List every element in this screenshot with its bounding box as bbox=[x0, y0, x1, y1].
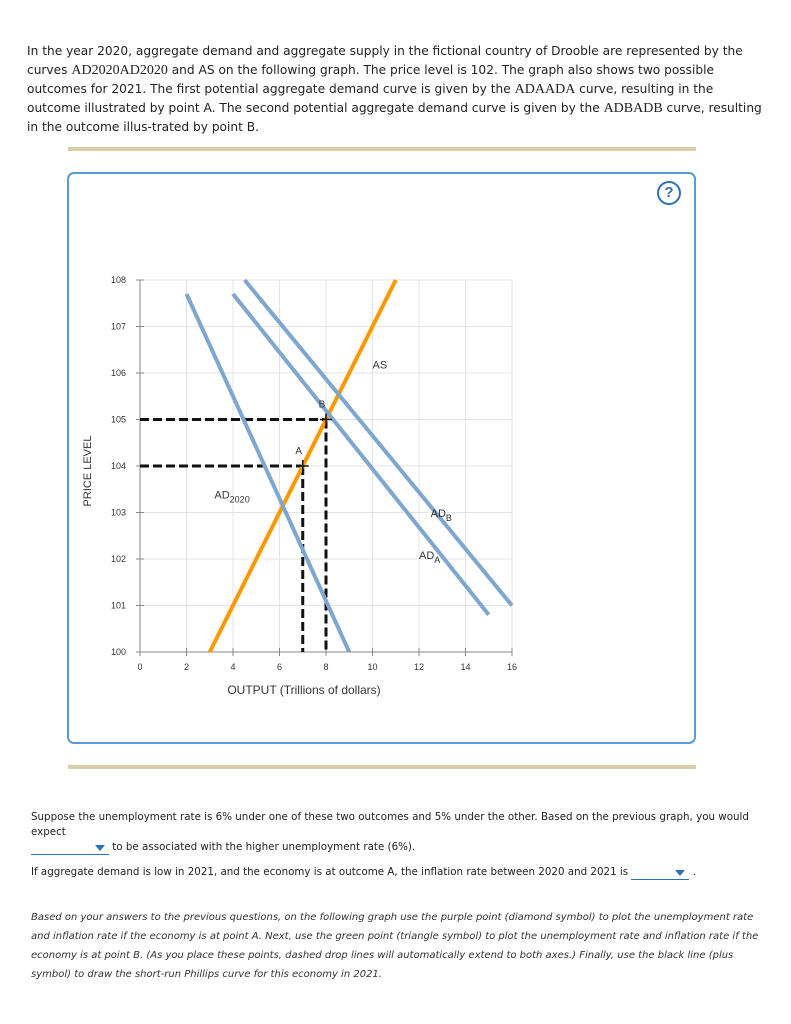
x-tick-label: 12 bbox=[413, 662, 425, 672]
question-2-tail: . bbox=[689, 866, 696, 878]
inflation-dropdown[interactable] bbox=[631, 866, 689, 880]
question-2-text: If aggregate demand is low in 2021, and the economy is at outcome A, the inflation rate between 2020 and 2021 is bbox=[31, 866, 632, 878]
question-1-tail: to be associated with the higher unemployment rate (6%). bbox=[109, 841, 416, 853]
instructions-text: Based on your answers to the previous questions, on the following graph use the purple point (diamond symbol) to plot the unemployment rate and inflation rate if the economy is at point A. Next, use the green point (triangle symbol) to plot the unemployment rate and inflation rate if the economy is at point B. (As you place these points, dashed drop lines will automatically extend to both axes.) Finally, use the black line (plus symbol) to draw the short-run Phillips curve for this economy in 2021. bbox=[31, 912, 759, 980]
x-tick-label: 2 bbox=[183, 662, 190, 672]
outcome-dropdown[interactable] bbox=[31, 841, 109, 855]
intro-part-3: curve, resulting in the outcome illustrated by point A. The second potential aggregate demand curve is given by the bbox=[27, 82, 714, 115]
y-tick-label: 104 bbox=[110, 461, 126, 471]
x-tick-label: 8 bbox=[323, 662, 329, 672]
y-tick-label: 103 bbox=[110, 507, 126, 518]
chevron-down-icon bbox=[95, 845, 105, 851]
question-1-text: Suppose the unemployment rate is 6% under one of these two outcomes and 5% under the other. Based on the previous graph, you would expect bbox=[31, 811, 749, 838]
intro-adaada: ADAADA bbox=[514, 82, 576, 97]
question-1 bbox=[31, 810, 761, 855]
series-label-adb: $AD_B$ bbox=[430, 508, 452, 524]
y-tick-label: 105 bbox=[110, 414, 126, 425]
x-axis-title: OUTPUT (Trillions of dollars) bbox=[227, 683, 381, 697]
series-label-as: AS bbox=[372, 359, 388, 372]
series-label-ad2020: $AD_{2020}$ bbox=[214, 489, 250, 505]
x-tick-label: 0 bbox=[137, 662, 143, 672]
intro-adbadb: ADBADB bbox=[603, 101, 663, 116]
y-axis-title: PRICE LEVEL bbox=[82, 435, 94, 507]
x-tick-label: 4 bbox=[230, 662, 236, 672]
intro-part-2: and AS on the following graph. The price level is 102. The graph also shows two possible outcomes for 2021. The first potential aggregate demand curve is given by the bbox=[27, 63, 715, 96]
x-tick-label: 6 bbox=[276, 662, 283, 672]
help-icon[interactable]: ? bbox=[657, 181, 681, 205]
point-label-a: A bbox=[295, 446, 303, 457]
series-line-ada bbox=[233, 294, 489, 615]
y-tick-label: 102 bbox=[110, 554, 126, 564]
point-label-b: B bbox=[318, 399, 326, 411]
y-tick-label: 108 bbox=[110, 275, 126, 285]
series-line-adb bbox=[245, 280, 512, 606]
question-2 bbox=[31, 865, 761, 880]
x-tick-label: 10 bbox=[367, 662, 378, 672]
divider-bottom bbox=[68, 765, 696, 769]
intro-ad2020: AD2020AD2020 bbox=[71, 63, 168, 78]
y-tick-label: 106 bbox=[110, 368, 126, 378]
intro-part-1: In the year 2020, aggregate demand and aggregate supply in the fictional country of Drooble are represented by the curves bbox=[27, 44, 743, 77]
y-tick-label: 101 bbox=[110, 600, 126, 611]
x-tick-label: 16 bbox=[506, 662, 518, 672]
y-tick-label: 107 bbox=[110, 321, 126, 332]
series-label-ada: $AD_A$ bbox=[419, 550, 441, 565]
y-tick-label: 100 bbox=[110, 647, 126, 657]
intro-part-4: curve, resulting in the outcome illus-trated by point B. bbox=[27, 101, 762, 134]
chevron-down-icon bbox=[675, 870, 685, 876]
x-tick-label: 14 bbox=[460, 662, 471, 672]
